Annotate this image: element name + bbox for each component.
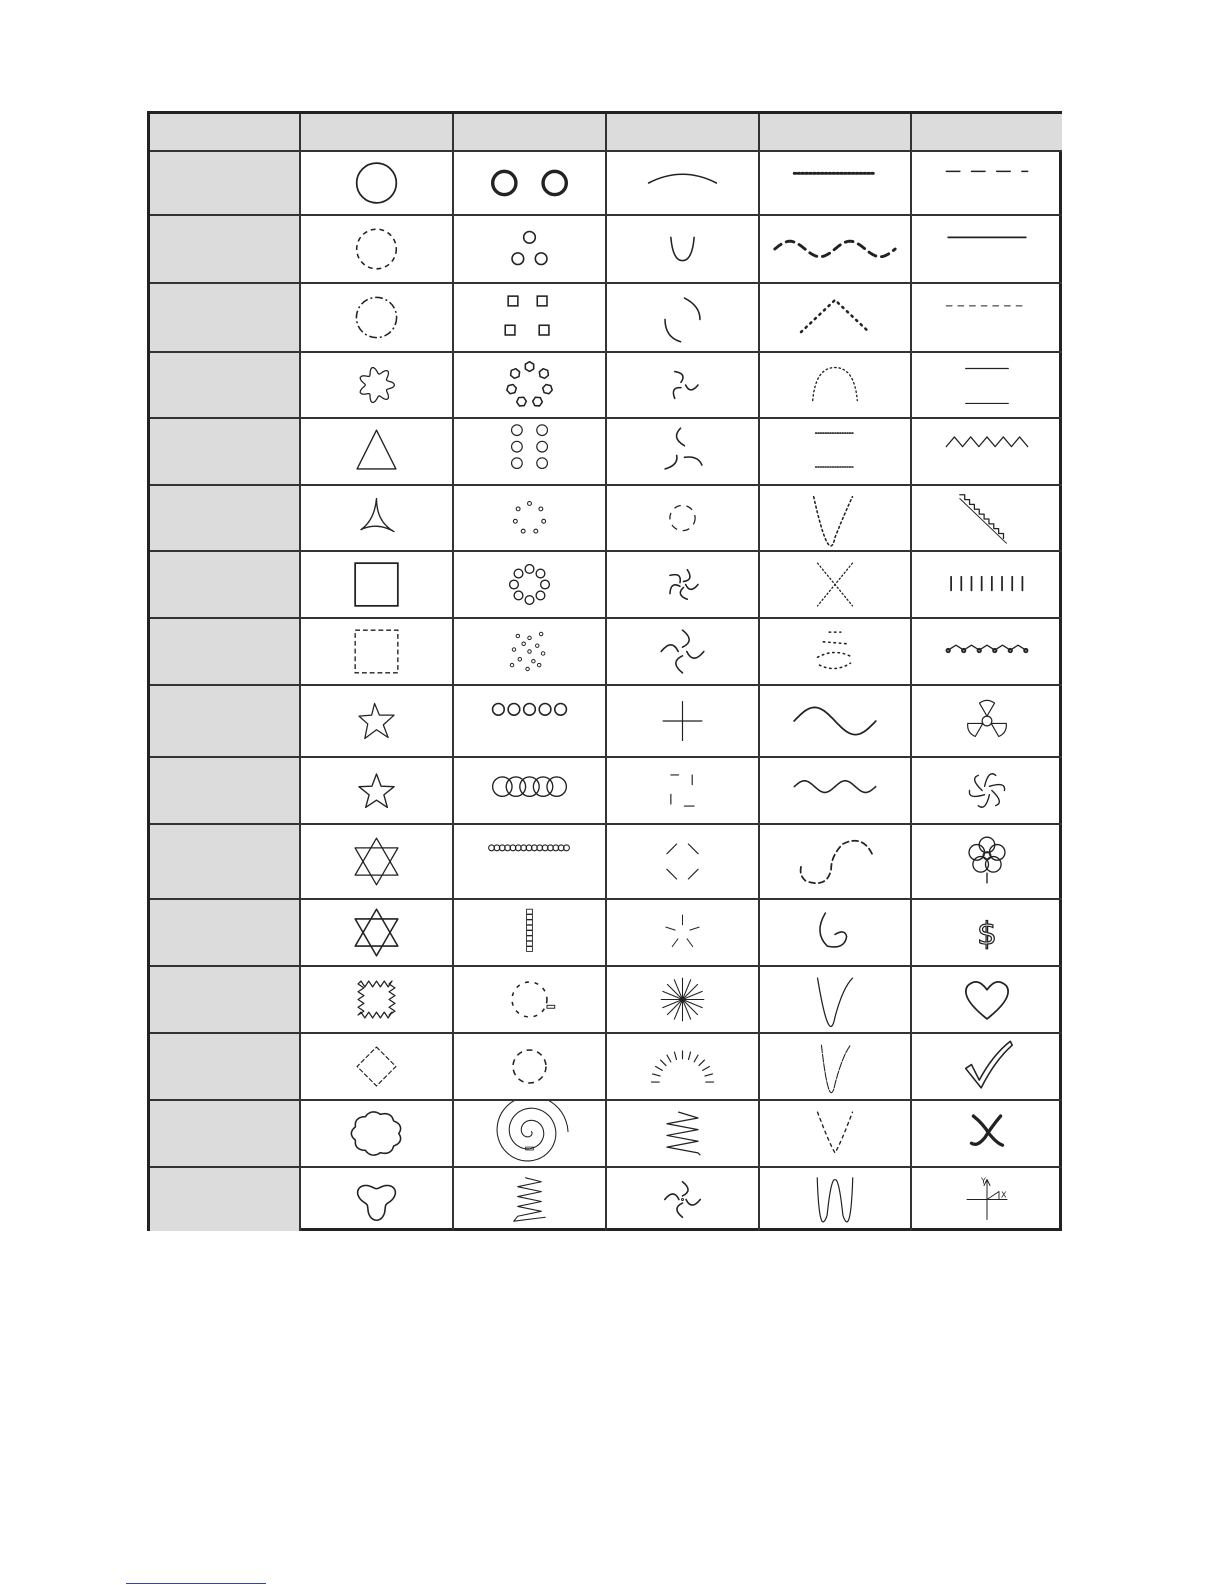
irregular-star-icon <box>301 686 452 756</box>
concave-triangle-icon <box>301 486 452 550</box>
broken-circle-icon <box>607 486 758 550</box>
axis-y-label: Y <box>981 1176 986 1186</box>
w-curve-icon <box>760 1168 910 1231</box>
pattern-cell <box>760 284 912 353</box>
header-corner-cell <box>150 114 301 152</box>
pattern-cell <box>454 486 607 552</box>
row-header-cell <box>150 353 301 419</box>
two-parallel-lines-icon <box>912 353 1062 417</box>
corner-brackets-icon <box>607 758 758 823</box>
dashed-diamond-icon <box>301 1034 452 1099</box>
pattern-cell <box>454 284 607 353</box>
overlapping-circles-icon <box>454 758 605 823</box>
sunrise-icon <box>607 1034 758 1099</box>
dashed-circle-icon <box>301 216 452 282</box>
u-arc-icon <box>607 216 758 282</box>
pattern-cell <box>607 825 760 900</box>
column-header-cell <box>912 114 1062 152</box>
staircase-icon <box>912 486 1062 550</box>
dash-ring-icon <box>454 1034 605 1099</box>
dotted-zigzag-icon <box>912 619 1062 684</box>
svg-text:$: $ <box>977 916 997 953</box>
row-header-cell <box>150 619 301 686</box>
row-header-cell <box>150 900 301 967</box>
pattern-cell <box>607 686 760 758</box>
spiral-hook-icon <box>760 900 910 965</box>
burst-dashes-icon <box>607 900 758 965</box>
pattern-cell <box>454 419 607 486</box>
pattern-cell <box>760 486 912 552</box>
diamond-brackets-icon <box>607 825 758 898</box>
pattern-cell <box>454 686 607 758</box>
triangle-icon <box>301 419 452 484</box>
pattern-cell <box>301 1101 454 1168</box>
pattern-cell <box>760 1034 912 1101</box>
pattern-cell <box>607 758 760 825</box>
dash-dot-circle-icon <box>301 284 452 351</box>
pattern-cell <box>301 552 454 619</box>
x-mark-icon <box>912 1101 1062 1166</box>
dotted-cross-icon <box>760 552 910 617</box>
tick-marks-icon <box>912 552 1062 617</box>
zigzag-line-icon <box>912 419 1062 484</box>
sine-wave-icon <box>760 686 910 756</box>
pattern-cell <box>454 758 607 825</box>
pattern-cell <box>607 216 760 284</box>
pattern-cell <box>607 552 760 619</box>
pattern-cell <box>607 353 760 419</box>
column-header-cell <box>454 114 607 152</box>
pattern-cell <box>607 900 760 967</box>
pattern-cell <box>760 1168 912 1231</box>
dotted-figure-icon <box>760 619 910 684</box>
flower-icon <box>912 825 1062 898</box>
zigzag-coil-icon <box>607 1101 758 1166</box>
pattern-cell <box>912 284 1062 353</box>
pattern-cell <box>760 619 912 686</box>
pattern-cell <box>301 825 454 900</box>
pattern-cell <box>760 552 912 619</box>
pattern-cell <box>760 825 912 900</box>
row-header-cell <box>150 216 301 284</box>
two-circles-icon <box>454 152 605 214</box>
pattern-cell <box>607 967 760 1034</box>
row-header-cell <box>150 967 301 1034</box>
trefoil-icon <box>301 1168 452 1231</box>
pattern-cell <box>607 284 760 353</box>
dollar-icon <box>912 900 1062 965</box>
pattern-cell <box>912 686 1062 758</box>
spiral-icon <box>454 1101 605 1166</box>
plus-icon <box>607 686 758 756</box>
column-header-cell <box>760 114 912 152</box>
row-header-cell <box>150 552 301 619</box>
pinwheel-3-icon <box>607 353 758 417</box>
pattern-cell <box>607 419 760 486</box>
pattern-cell <box>454 353 607 419</box>
row-header-cell <box>150 825 301 900</box>
dashed-v-icon <box>760 1101 910 1166</box>
pattern-cell <box>301 353 454 419</box>
footer-rule <box>126 1583 266 1584</box>
pattern-cell <box>301 758 454 825</box>
pattern-cell <box>301 486 454 552</box>
axis-x-label: X <box>1001 1190 1007 1200</box>
pattern-cell <box>912 1034 1062 1101</box>
pattern-cell <box>301 216 454 284</box>
pattern-cell <box>912 900 1062 967</box>
row-header-cell <box>150 1101 301 1168</box>
pattern-cell <box>912 486 1062 552</box>
pattern-cell <box>760 419 912 486</box>
flower-outline-icon <box>301 353 452 417</box>
pattern-cell <box>301 152 454 216</box>
vertical-zigzag-icon <box>454 1168 605 1231</box>
row-header-cell <box>150 1168 301 1231</box>
pattern-cell <box>454 216 607 284</box>
pattern-cell <box>454 900 607 967</box>
gentle-wave-icon <box>760 758 910 823</box>
star-icon <box>301 758 452 823</box>
two-dotted-lines-icon <box>760 419 910 484</box>
row-header-cell <box>150 419 301 486</box>
vertical-chain-icon <box>454 900 605 965</box>
scattered-dots-icon <box>454 619 605 684</box>
pattern-cell <box>912 216 1062 284</box>
pattern-cell <box>454 1168 607 1231</box>
asterisk-icon <box>607 967 758 1032</box>
hexagram-icon <box>301 825 452 898</box>
pattern-cell <box>607 1101 760 1168</box>
circle-ring-icon <box>454 552 605 617</box>
pattern-cell <box>912 353 1062 419</box>
pattern-cell <box>607 486 760 552</box>
row-header-cell <box>150 284 301 353</box>
pattern-cell <box>301 419 454 486</box>
pattern-cell <box>912 552 1062 619</box>
pattern-cell <box>607 1168 760 1231</box>
pinwheel-5-icon <box>607 552 758 617</box>
three-hooks-icon <box>607 419 758 484</box>
cloud-icon <box>301 1101 452 1166</box>
dotted-v-curve-icon <box>760 486 910 550</box>
large-pinwheel-icon <box>607 619 758 684</box>
row-header-cell <box>150 758 301 825</box>
pattern-cell <box>301 900 454 967</box>
pattern-cell <box>454 967 607 1034</box>
pattern-cell <box>301 1034 454 1101</box>
v-curve-icon <box>760 967 910 1032</box>
dotted-line-icon <box>760 152 910 214</box>
pattern-cell <box>301 967 454 1034</box>
pattern-cell <box>760 900 912 967</box>
pattern-cell <box>912 152 1062 216</box>
pattern-cell <box>607 152 760 216</box>
pattern-table <box>147 111 1062 1231</box>
pattern-cell <box>454 825 607 900</box>
pattern-cell <box>607 1034 760 1101</box>
pattern-cell <box>454 552 607 619</box>
row-header-cell <box>150 486 301 552</box>
pattern-cell <box>912 967 1062 1034</box>
column-header-cell <box>607 114 760 152</box>
pattern-cell <box>454 1101 607 1168</box>
hexagram-outline-icon <box>301 900 452 965</box>
pattern-cell <box>760 967 912 1034</box>
pattern-cell <box>454 152 607 216</box>
pattern-cell <box>912 1168 1062 1231</box>
row-header-cell <box>150 152 301 216</box>
circle-icon <box>301 152 452 214</box>
pattern-cell <box>760 1101 912 1168</box>
swirl-hooks-icon <box>607 1168 758 1231</box>
square-icon <box>301 552 452 617</box>
pattern-cell <box>760 758 912 825</box>
five-circles-row-icon <box>454 686 605 756</box>
heart-icon <box>912 967 1062 1032</box>
pattern-cell <box>912 619 1062 686</box>
dashed-wave-icon <box>760 216 910 282</box>
dotted-arch-icon <box>760 353 910 417</box>
four-squares-icon <box>454 284 605 351</box>
pattern-cell <box>912 758 1062 825</box>
dashed-circle-gap-icon <box>454 967 605 1032</box>
pattern-cell <box>301 619 454 686</box>
pattern-cell <box>301 1168 454 1231</box>
dashed-line-icon <box>912 152 1062 214</box>
two-arcs-icon <box>607 284 758 351</box>
dotted-peak-icon <box>760 284 910 351</box>
pattern-cell <box>301 686 454 758</box>
pattern-cell <box>912 419 1062 486</box>
dot-ring-icon <box>454 486 605 550</box>
pattern-cell <box>760 152 912 216</box>
row-header-cell <box>150 686 301 758</box>
swirl-flower-icon <box>912 758 1062 823</box>
column-header-cell <box>301 114 454 152</box>
bead-chain-icon <box>454 825 605 898</box>
pattern-cell <box>301 284 454 353</box>
pattern-cell <box>760 216 912 284</box>
pattern-cell <box>760 353 912 419</box>
dashed-s-curve-icon <box>760 825 910 898</box>
arc-icon <box>607 152 758 214</box>
axes-icon <box>912 1168 1062 1231</box>
solid-line-icon <box>912 216 1062 282</box>
checkmark-icon <box>912 1034 1062 1099</box>
dashed-square-icon <box>301 619 452 684</box>
row-header-cell <box>150 1034 301 1101</box>
pattern-cell <box>912 1101 1062 1168</box>
pattern-cell <box>454 1034 607 1101</box>
wavy-square-icon <box>301 967 452 1032</box>
pattern-cell <box>912 825 1062 900</box>
thin-v-curve-icon <box>760 1034 910 1099</box>
three-circles-icon <box>454 216 605 282</box>
pattern-cell <box>760 686 912 758</box>
six-circles-grid-icon <box>454 419 605 484</box>
pattern-cell <box>454 619 607 686</box>
triangle-ring-icon <box>454 353 605 417</box>
pattern-cell <box>607 619 760 686</box>
short-dash-line-icon <box>912 284 1062 351</box>
propeller-icon <box>912 686 1062 756</box>
